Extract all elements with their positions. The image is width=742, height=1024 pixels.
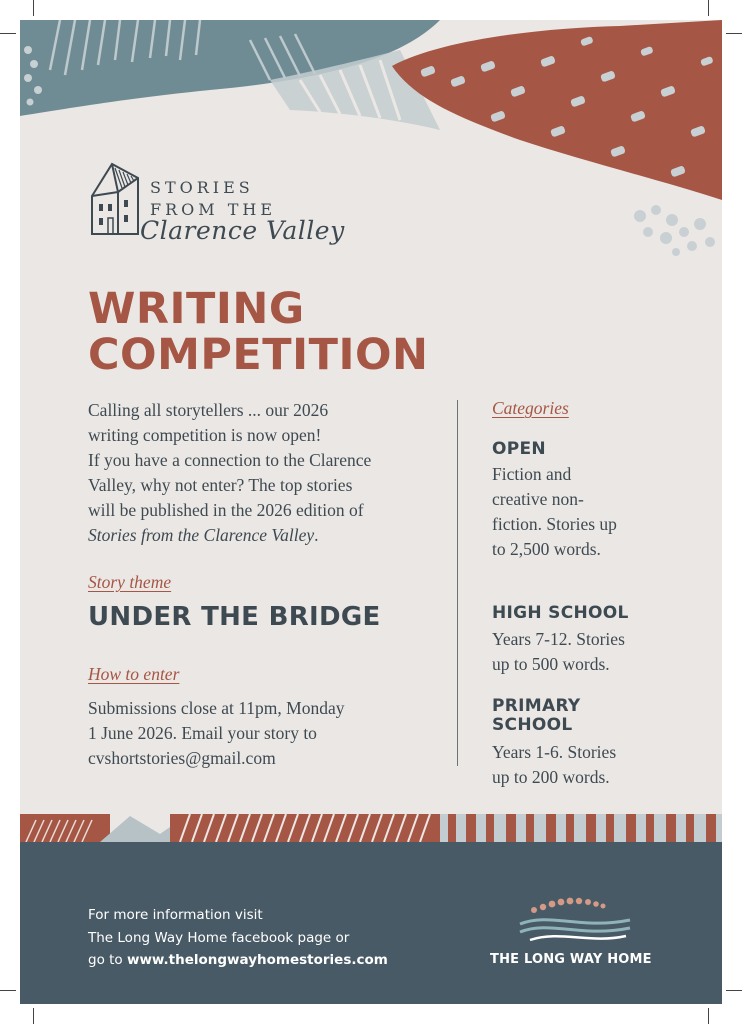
category-title-open: OPEN (492, 439, 546, 459)
logo-script: Clarence Valley (140, 216, 345, 245)
intro-line-tail: . (314, 525, 319, 545)
footer-line-prefix: go to (88, 952, 127, 968)
crop-mark (0, 990, 16, 991)
poster (20, 20, 722, 1004)
category-title-line: PRIMARY (492, 696, 581, 716)
category-desc-high-school (492, 627, 625, 677)
intro-line: will be published in the 2026 edition of (88, 500, 364, 520)
crop-mark (708, 0, 709, 16)
category-desc-line: up to 500 words. (492, 654, 610, 674)
intro-paragraph (88, 398, 418, 548)
story-theme-value: UNDER THE BRIDGE (88, 602, 381, 632)
footer-line: The Long Way Home facebook page or (88, 929, 350, 946)
footer-line (88, 949, 388, 972)
house-icon (88, 160, 142, 240)
category-title-line: SCHOOL (492, 715, 573, 735)
footer-line: For more information visit (88, 907, 263, 923)
footer-info (88, 904, 388, 972)
how-to-line: 1 June 2026. Email your story to (88, 723, 317, 743)
title-line-2: COMPETITION (88, 330, 429, 380)
category-desc-line: creative non- (492, 489, 584, 509)
story-theme-label: Story theme (88, 572, 172, 592)
crop-mark (0, 33, 16, 34)
book-title: Stories from the Clarence Valley (88, 525, 315, 545)
category-desc-line: Fiction and (492, 464, 572, 484)
category-title-primary-school (492, 697, 581, 735)
how-to-line: Submissions close at 11pm, Monday (88, 698, 345, 718)
footer (20, 842, 722, 1004)
how-to-enter-label: How to enter (88, 664, 180, 684)
intro-line: Calling all storytellers ... our 2026 (88, 400, 329, 420)
intro-line: Valley, why not enter? The top stories (88, 475, 353, 495)
how-to-enter-text (88, 696, 408, 771)
category-desc-open (492, 462, 617, 562)
crop-mark (33, 0, 34, 16)
stories-logo (86, 158, 386, 258)
crop-mark (708, 1008, 709, 1024)
long-way-home-logo (490, 892, 660, 972)
intro-line: If you have a connection to the Clarence (88, 450, 372, 470)
category-title-high-school: HIGH SCHOOL (492, 603, 629, 623)
intro-line: writing competition is now open! (88, 425, 322, 445)
brand-name: THE LONG WAY HOME (490, 952, 652, 967)
category-desc-line: to 2,500 words. (492, 539, 601, 559)
website-link[interactable]: www.thelongwayhomestories.com (126, 952, 388, 968)
column-divider (457, 400, 458, 766)
page-title (88, 286, 508, 378)
intro-line (88, 523, 418, 548)
category-desc-line: fiction. Stories up (492, 514, 617, 534)
waves-icon (490, 892, 660, 948)
category-desc-primary-school (492, 740, 616, 790)
categories-label: Categories (492, 398, 569, 418)
logo-line-2: FROM THE (150, 200, 277, 219)
title-line-1: WRITING (88, 284, 305, 334)
crop-mark (726, 33, 742, 34)
logo-line-1: STORIES (150, 178, 254, 197)
decorative-band-artwork (20, 814, 722, 842)
category-desc-line: Years 7-12. Stories (492, 629, 625, 649)
crop-mark (726, 990, 742, 991)
category-desc-line: up to 200 words. (492, 767, 610, 787)
email-address[interactable]: cvshortstories@gmail.com (88, 748, 276, 768)
category-desc-line: Years 1-6. Stories (492, 742, 617, 762)
crop-mark (33, 1008, 34, 1024)
